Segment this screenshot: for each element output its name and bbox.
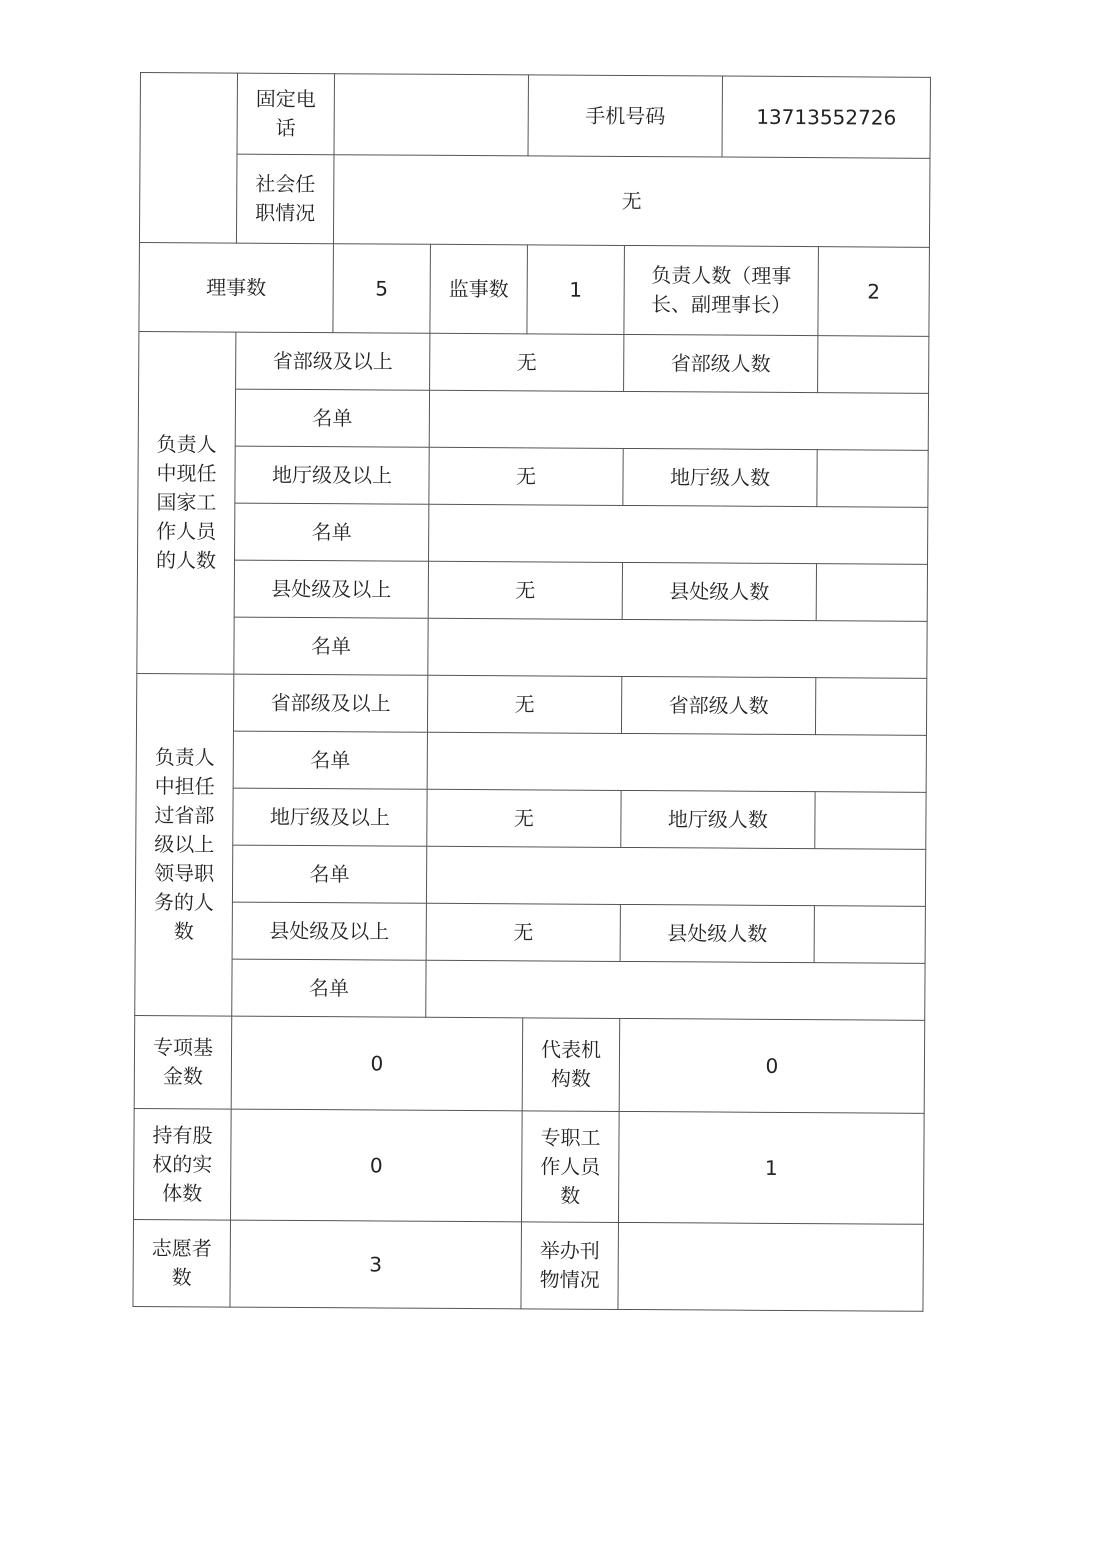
- volunteers-row: [133, 1219, 924, 1311]
- list-value: [428, 618, 927, 678]
- fulltime-staff-label: 专职工作人员数: [521, 1111, 619, 1223]
- supervisors-label: 监事数: [430, 244, 528, 334]
- fulltime-staff-value: 1: [618, 1111, 924, 1224]
- current-county-row: [137, 559, 927, 621]
- count-value: [814, 906, 925, 964]
- count-label: 地厅级人数: [621, 790, 815, 848]
- level-value: 无: [427, 675, 621, 733]
- directors-label: 理事数: [139, 242, 334, 332]
- social-post-label: 社会任职情况: [236, 154, 334, 244]
- supervisors-value: 1: [527, 245, 625, 335]
- current-county-list-row: [137, 616, 927, 678]
- funds-row: [134, 1015, 925, 1113]
- level-label: 省部级及以上: [233, 674, 427, 732]
- level-label: 地厅级及以上: [233, 788, 427, 846]
- list-value: [426, 846, 925, 906]
- former-prefecture-list-row: [135, 844, 925, 906]
- count-value: [815, 792, 926, 850]
- leaders-value: 2: [818, 247, 930, 337]
- list-value: [429, 504, 928, 564]
- publications-value: [618, 1222, 924, 1311]
- current-provincial-row: [139, 331, 929, 393]
- list-label: 名单: [232, 959, 426, 1017]
- volunteers-label: 志愿者数: [133, 1219, 231, 1307]
- level-value: 无: [426, 903, 620, 961]
- level-value: 无: [428, 561, 622, 619]
- level-label: 地厅级及以上: [235, 446, 429, 504]
- registration-form-table: [132, 72, 931, 1312]
- list-label: 名单: [233, 731, 427, 789]
- level-value: 无: [430, 333, 624, 391]
- count-label: 省部级人数: [624, 334, 818, 392]
- equity-entities-value: 0: [230, 1109, 522, 1222]
- count-value: [816, 564, 927, 622]
- former-officials-group-label: 负责人中担任过省部级以上领导职务的人数: [135, 673, 234, 1016]
- list-value: [429, 390, 928, 450]
- list-value: [427, 732, 926, 792]
- count-label: 地厅级人数: [623, 448, 817, 506]
- list-label: 名单: [235, 389, 429, 447]
- current-prefecture-list-row: [138, 502, 928, 564]
- former-county-row: [135, 901, 925, 963]
- former-provincial-row: [136, 673, 926, 735]
- directors-value: 5: [333, 244, 431, 334]
- fixed-phone-row: [140, 73, 930, 159]
- social-post-row: [139, 154, 930, 248]
- current-officials-group-label: 负责人中现任国家工作人员的人数: [137, 331, 236, 674]
- current-prefecture-row: [138, 445, 928, 507]
- count-value: [818, 336, 929, 394]
- fixed-phone-label: 固定电话: [237, 73, 334, 155]
- fixed-phone-value: [334, 74, 528, 156]
- count-value: [817, 450, 928, 508]
- current-provincial-list-row: [138, 388, 928, 450]
- level-value: 无: [429, 447, 623, 505]
- rep-offices-label: 代表机构数: [522, 1018, 620, 1112]
- equity-row: [133, 1108, 924, 1224]
- publications-label: 举办刊物情况: [521, 1222, 619, 1310]
- count-label: 省部级人数: [621, 676, 815, 734]
- level-label: 县处级及以上: [234, 560, 428, 618]
- list-label: 名单: [235, 503, 429, 561]
- list-label: 名单: [234, 617, 428, 675]
- count-label: 县处级人数: [620, 904, 814, 962]
- volunteers-value: 3: [230, 1220, 522, 1309]
- former-county-list-row: [135, 958, 925, 1020]
- counts-row: [139, 242, 930, 336]
- level-value: 无: [427, 789, 621, 847]
- list-value: [426, 960, 925, 1020]
- list-label: 名单: [232, 845, 426, 903]
- equity-entities-label: 持有股权的实体数: [133, 1108, 231, 1220]
- rep-offices-value: 0: [619, 1018, 925, 1113]
- left-margin-cell: [139, 73, 237, 244]
- level-label: 省部级及以上: [236, 332, 430, 390]
- social-post-value: 无: [333, 155, 930, 248]
- special-funds-value: 0: [231, 1016, 523, 1111]
- level-label: 县处级及以上: [232, 902, 426, 960]
- count-label: 县处级人数: [622, 562, 816, 620]
- mobile-label: 手机号码: [528, 75, 722, 157]
- former-provincial-list-row: [136, 730, 926, 792]
- count-value: [815, 678, 926, 736]
- special-funds-label: 专项基金数: [134, 1015, 232, 1109]
- leaders-label: 负责人数（理事长、副理事长）: [624, 245, 819, 335]
- former-prefecture-row: [136, 787, 926, 849]
- mobile-value: 13713552726: [722, 76, 931, 158]
